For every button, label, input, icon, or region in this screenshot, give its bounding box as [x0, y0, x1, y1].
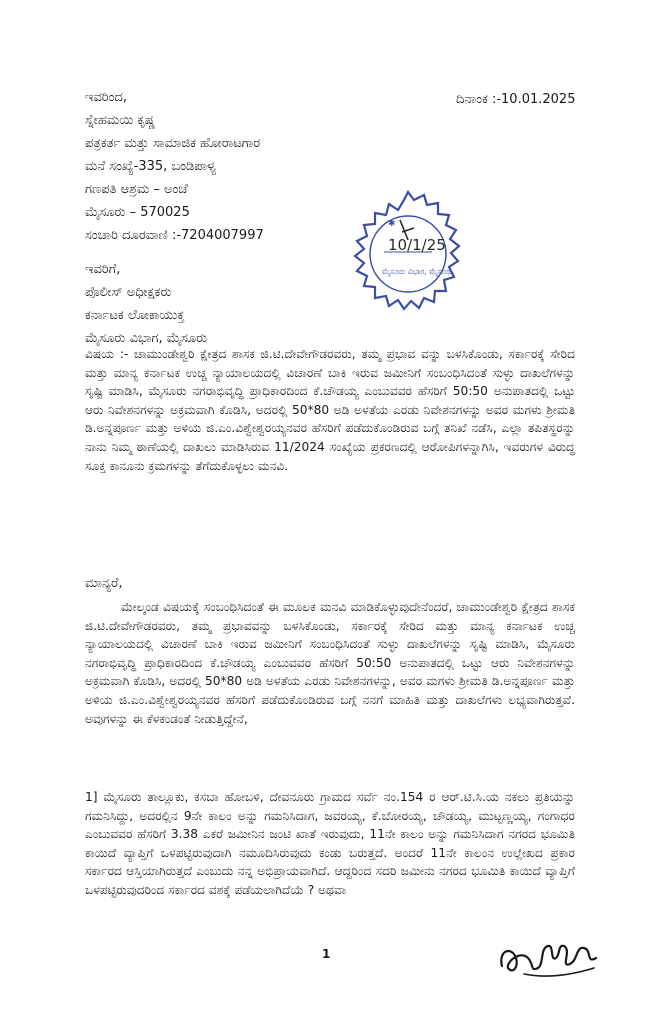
recipient-block	[85, 258, 207, 350]
sender-area: ಗಣಪತಿ ಆಶ್ರಮ – ಅಂಚೆ	[85, 182, 188, 197]
received-stamp	[338, 186, 478, 326]
page-number: 1	[322, 947, 331, 961]
stamp-date: 10/1/25	[388, 236, 446, 254]
sender-city: ಮೈಸೂರು – 570025	[85, 205, 190, 220]
subject-paragraph: ವಿಷಯ :- ಚಾಮುಂಡೇಶ್ವರಿ ಕ್ಷೇತ್ರದ ಶಾಸಕ ಜಿ.ಟಿ.ದೇವೇಗೌಡರವರು, ತಮ್ಮ ಪ್ರಭಾವ ವನ್ನು ಬಳಸಿಕೊಂಡು, ಸರ್ಕಾರಕ್ಕೆ ಸೇರಿದ ಮತ್ತು ಮಾನ್ಯ ಕರ್ನಾಟಕ ಉಚ್ಚ ನ್ಯಾಯಾಲಯದಲ್ಲಿ ವಿಚಾರಣೆ ಬಾಕಿ ಇರುವ ಜಮೀನಿಗೆ ಸಂಬಂಧಿಸಿದಂತೆ ಸುಳ್ಳು ದಾಖಲೆಗಳನ್ನು ಸೃಷ್ಟಿ ಮಾಡಿಸಿ, ಮೈಸೂರು ನಗರಾಭಿವೃದ್ಧಿ ಪ್ರಾಧಿಕಾರದಿಂದ ಕೆ.ಚೌಡಯ್ಯ ಎಂಬುವವರ ಹೆಸರಿಗೆ 50:50 ಅನುಪಾತದಲ್ಲಿ ಒಟ್ಟು ಆರು ನಿವೇಶನಗಳನ್ನು ಅಕ್ರಮವಾಗಿ ಕೊಡಿಸಿ, ಅದರಲ್ಲಿ 50*80 ಅಡಿ ಅಳತೆಯ ಎರಡು ನಿವೇಶನಗಳನ್ನು ಅವರ ಮಗಳು ಶ್ರೀಮತಿ ಡಿ.ಅನ್ನಪೂರ್ಣ ಮತ್ತು ಅಳಿಯ ಜಿ.ಎಂ.ವಿಶ್ವೇಶ್ವರಯ್ಯನವರ ಹೆಸರಿಗೆ ಪಡೆದುಕೊಂಡಿರುವ ಬಗ್ಗೆ ತನಿಖೆ ನಡೆಸಿ, ಎಲ್ಲಾ ತಪಿತಸ್ಥರನ್ನು ನಾನು ನಿಮ್ಮ ಠಾಣೆಯಲ್ಲಿ ದಾಖಲು ಮಾಡಿಸಿರುವ 11/2024 ಸಂಖ್ಯೆಯ ಪ್ರಕರಣದಲ್ಲಿ ಆರೋಪಿಗಳನ್ನಾಗಿಸಿ, ಇವರುಗಳ ವಿರುದ್ಧ ಸೂಕ್ತ ಕಾನೂನು ಕ್ರಮಗಳನ್ನು ತೆಗೆದುಕೊಳ್ಳಲು ಮನವಿ.	[85, 347, 575, 473]
to-label: ಇವರಿಗೆ,	[85, 262, 121, 277]
from-label: ಇವರಿಂದ,	[85, 90, 127, 105]
sender-house: ಮನೆ ಸಂಖ್ಯೆ-335, ಬಂಡಿಪಾಳ್ಯ	[85, 159, 216, 174]
sender-name: ಸ್ನೇಹಮಯಿ ಕೃಷ್ಣ	[85, 113, 156, 128]
recipient-location: ಮೈಸೂರು ವಿಭಾಗ, ಮೈಸೂರು	[85, 331, 208, 346]
salutation: ಮಾನ್ಯರೆ,	[85, 576, 123, 591]
signature	[494, 928, 606, 986]
body-paragraph: ಮೇಲ್ಕಂಡ ವಿಷಯಕ್ಕೆ ಸಂಬಂಧಿಸಿದಂತೆ ಈ ಮೂಲಕ ಮನವಿ ಮಾಡಿಕೊಳ್ಳುವುದೇನೆಂದರೆ, ಚಾಮುಂಡೇಶ್ವರಿ ಕ್ಷೇತ್ರದ ಶಾಸಕ ಜಿ.ಟಿ.ದೇವೇಗೌಡರವರು, ತಮ್ಮ ಪ್ರಭಾವವನ್ನು ಬಳಸಿಕೊಂಡು, ಸರ್ಕಾರಕ್ಕೆ ಸೇರಿದ ಮತ್ತು ಮಾನ್ಯ ಕರ್ನಾಟಕ ಉಚ್ಚ ನ್ಯಾಯಾಲಯದಲ್ಲಿ ವಿಚಾರಣೆ ಬಾಕಿ ಇರುವ ಜಮೀನಿಗೆ ಸಂಬಂಧಿಸಿದಂತೆ ಸುಳ್ಳು ದಾಖಲೆಗಳನ್ನು ಸೃಷ್ಟಿ ಮಾಡಿಸಿ, ಮೈಸೂರು ನಗರಾಭಿವೃದ್ಧಿ ಪ್ರಾಧಿಕಾರದಿಂದ ಕೆ.ಚೌಡಯ್ಯ ಎಂಬುವವರ ಹೆಸರಿಗೆ 50:50 ಅನುಪಾತದಲ್ಲಿ ಒಟ್ಟು ಆರು ನಿವೇಶನಗಳನ್ನು ಅಕ್ರಮವಾಗಿ ಕೊಡಿಸಿ, ಅದರಲ್ಲಿ 50*80 ಅಡಿ ಅಳತೆಯ ಎರಡು ನಿವೇಶನಗಳನ್ನು, ಅವರ ಮಗಳು ಶ್ರೀಮತಿ ಡಿ.ಅನ್ನಪೂರ್ಣ ಮತ್ತು ಅಳಿಯ ಜಿ.ಎಂ.ವಿಶ್ವೇಶ್ವರಯ್ಯನವರ ಹೆಸರಿಗೆ ಪಡೆದುಕೊಂಡಿರುವ ಬಗ್ಗೆ ನನಗೆ ಮಾಹಿತಿ ಮತ್ತು ದಾಖಲೆಗಳು ಲಭ್ಯವಾಗಿರುತ್ತವೆ. ಅವುಗಳನ್ನು ಈ ಕೆಳಕಂಡಂತೆ ನೀಡುತ್ತಿದ್ದೇನೆ,	[85, 600, 575, 726]
stamp-text: ಮೈಸೂರು ವಿಭಾಗ, ಮೈಸೂರು	[382, 267, 453, 276]
svg-text:✱: ✱	[388, 219, 396, 229]
sender-phone: ಸಂಚಾರಿ ದೂರವಾಣಿ :-7204007997	[85, 228, 264, 243]
sender-block	[85, 86, 264, 247]
letter-date: ದಿನಾಂಕ :-10.01.2025	[456, 92, 576, 107]
sender-designation: ಪತ್ರಕರ್ತ ಮತ್ತು ಸಾಮಾಜಿಕ ಹೋರಾಟಗಾರ	[85, 136, 261, 151]
recipient-office: ಕರ್ನಾಟಕ ಲೋಕಾಯುಕ್ತ	[85, 308, 185, 323]
recipient-title: ಪೊಲೀಸ್ ಅಧೀಕ್ಷಕರು	[85, 285, 172, 300]
point-1-paragraph: 1] ಮೈಸೂರು ತಾಲ್ಲೂಕು, ಕಸಬಾ ಹೋಬಳಿ, ದೇವನೂರು ಗ್ರಾಮದ ಸರ್ವೆ ನಂ.154 ರ ಆರ್.ಟಿ.ಸಿ.ಯ ನಕಲು ಪ್ರತಿಯನ್ನು ಗಮನಿಸಿದ್ದು, ಅದರಲ್ಲಿನ 9ನೇ ಕಾಲಂ ಅನ್ನು ಗಮನಿಸಿದಾಗ, ಜವರಯ್ಯ, ಕೆ.ಬೋರಯ್ಯ, ಚೌಡಯ್ಯ, ಮುಟ್ಟಣ್ಣಯ್ಯ, ಗಂಗಾಧರ ಎಂಬುವವರ ಹೆಸರಿಗೆ 3.38 ಎಕರೆ ಜಮೀನಿನ ಜಂಟಿ ಖಾತೆ ಇರುವುದು, 11ನೇ ಕಾಲಂ ಅನ್ನು ಗಮನಿಸಿದಾಗ ನಗರದ ಭೂಮಿತಿ ಕಾಯಿದೆ ವ್ಯಾಪ್ತಿಗೆ ಒಳಪಟ್ಟಿರುವುದಾಗಿ ನಮೂದಿಸಿರುವುದು ಕಂಡು ಬರುತ್ತದೆ. ಅಂದರೆ 11ನೇ ಕಾಲಂನ ಉಲ್ಲೇಖದ ಪ್ರಕಾರ ಸರ್ಕಾರದ ಆಸ್ತಿಯಾಗಿರುತ್ತದೆ ಎಂಬುದು ನನ್ನ ಅಭಿಪ್ರಾಯವಾಗಿದೆ. ಆದ್ದರಿಂದ ಸದರಿ ಜಮೀನು ನಗರದ ಭೂಮಿತಿ ಕಾಯಿದೆ ವ್ಯಾಪ್ತಿಗೆ ಒಳಪಟ್ಟಿರುವುದರಿಂದ ಸರ್ಕಾರದ ವಶಕ್ಕೆ ಪಡೆಯಲಾಗಿದೆಯೆ ? ಅಥವಾ	[85, 790, 575, 897]
